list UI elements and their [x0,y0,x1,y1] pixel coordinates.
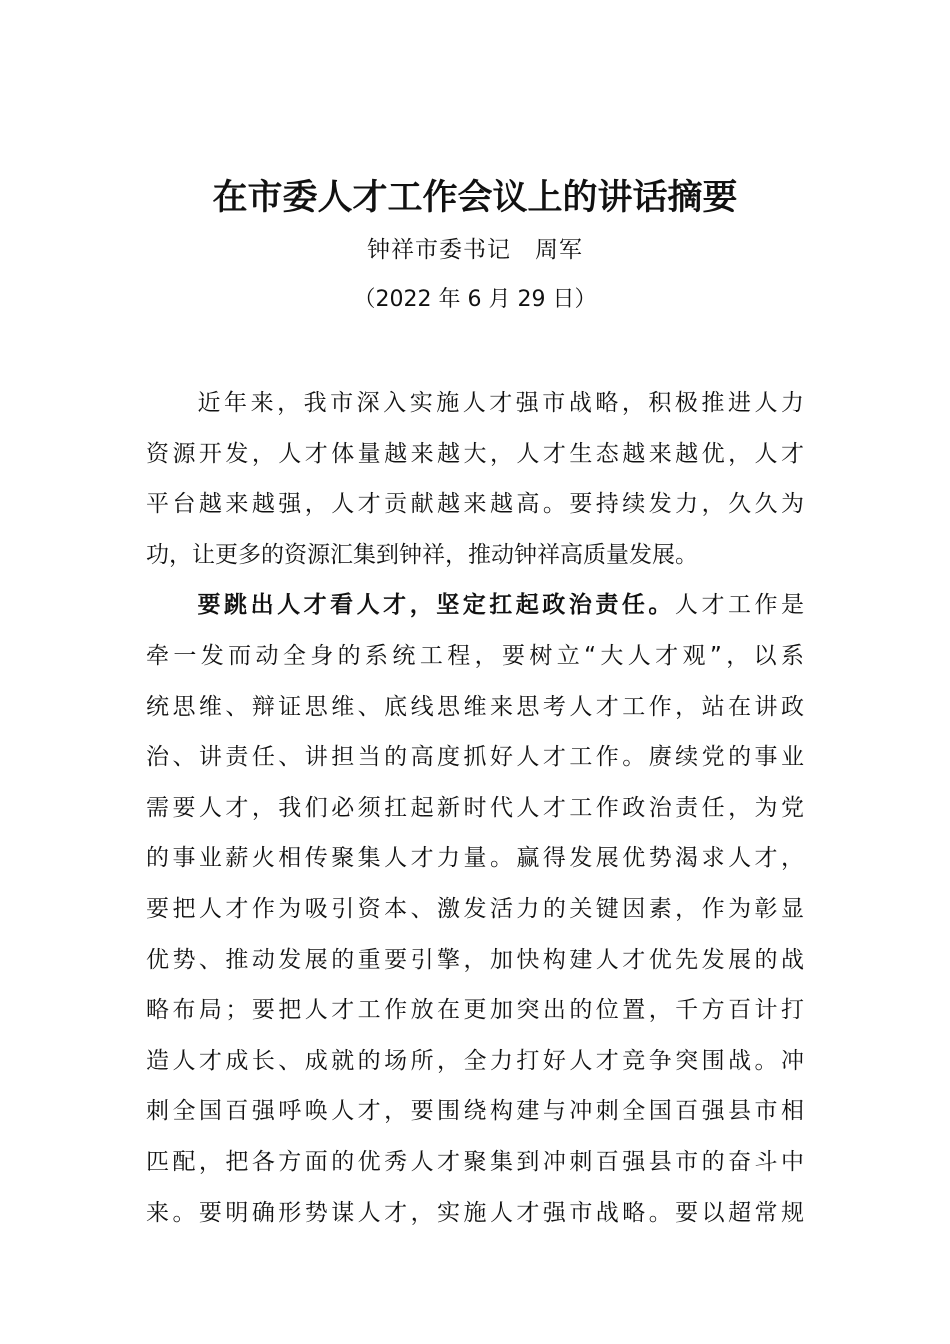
text-line: 略布局；要把人才工作放在更加突出的位置，千方百计打 [146,997,804,1024]
text-line: 优势、推动发展的重要引擎，加快构建人才优先发展的战 [146,946,804,973]
speech-date: （2022 年 6 月 29 日） [353,287,597,312]
text-line: 要跳出人才看人才，坚定扛起政治责任。人才工作是 [194,592,805,619]
document-body [146,378,804,1238]
text-line: 要把人才作为吸引资本、激发活力的关键因素，作为彰显 [146,895,804,922]
text-line: 的事业薪火相传聚集人才力量。赢得发展优势渴求人才， [146,845,804,872]
text-line: 统思维、辩证思维、底线思维来思考人才工作，站在讲政 [146,693,804,720]
document-title: 在市委人才工作会议上的讲话摘要 [212,177,738,218]
paragraph-heading: 要跳出人才看人才，坚定扛起政治责任。 [194,592,675,619]
text-line: 刺全国百强呼唤人才，要围绕构建与冲刺全国百强县市相 [146,1098,804,1125]
text-line: 来。要明确形势谋人才，实施人才强市战略。要以超常规 [146,1199,804,1226]
text-line: 牵一发而动全身的系统工程，要树立“大人才观”，以系 [146,642,804,669]
text-line: 匹配，把各方面的优秀人才聚集到冲刺百强县市的奋斗中 [146,1148,804,1175]
text-line: 功，让更多的资源汇集到钟祥，推动钟祥高质量发展。 [146,541,698,568]
text-line: 资源开发，人才体量越来越大，人才生态越来越优，人才 [146,440,804,467]
text-line: 近年来，我市深入实施人才强市战略，积极推进人力 [194,390,804,416]
text-line: 平台越来越强，人才贡献越来越高。要持续发力，久久为 [146,491,804,518]
paragraph-intro [146,378,804,580]
author-name: 周军 [535,237,583,263]
text-line: 造人才成长、成就的场所，全力打好人才竞争突围战。冲 [146,1047,804,1074]
author-line [0,230,950,270]
author-position: 钟祥市委书记 [367,237,511,263]
text-line: 需要人才，我们必须扛起新时代人才工作政治责任，为党 [146,794,804,821]
text-line: 治、讲责任、讲担当的高度抓好人才工作。赓续党的事业 [146,744,804,771]
paragraph-political-responsibility [146,580,804,1238]
